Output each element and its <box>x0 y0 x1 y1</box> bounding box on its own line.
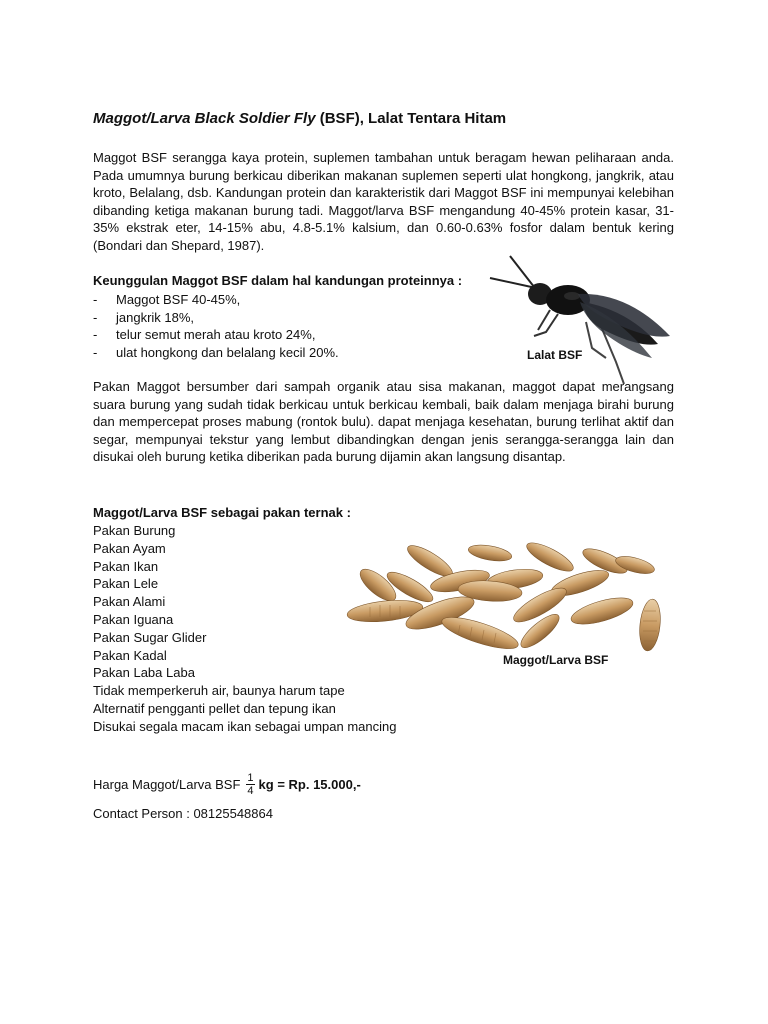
list-item: - ulat hongkong dan belalang kecil 20%. <box>93 344 339 360</box>
list-item: Pakan Kadal <box>93 647 167 663</box>
list-item: Pakan Ayam <box>93 540 166 556</box>
list-item: Tidak memperkeruh air, baunya harum tape <box>93 683 345 699</box>
price-value: kg = Rp. 15.000,- <box>258 777 361 792</box>
fraction-numerator: 1 <box>247 772 254 784</box>
fly-caption: Lalat BSF <box>527 348 583 362</box>
list-item: Alternatif pengganti pellet dan tepung ikan <box>93 700 336 716</box>
advantages-heading: Keunggulan Maggot BSF dalam hal kandungan proteinnya : <box>93 273 463 288</box>
maggot-larva-image <box>340 535 670 660</box>
maggot-caption: Maggot/Larva BSF <box>503 653 609 667</box>
title-rest: (BSF), Lalat Tentara Hitam <box>315 110 507 127</box>
bsf-fly-image <box>488 252 678 387</box>
price-fraction <box>246 772 254 797</box>
list-item: Pakan Sugar Glider <box>93 629 207 645</box>
list-item: Pakan Laba Laba <box>93 665 195 681</box>
intro-paragraph: Maggot BSF serangga kaya protein, suplemen tambahan untuk beragam hewan peliharaan anda. Pada umumnya burung berkicau diberikan makanan suplemen seperti ulat hongkong, jangkrik, atau kroto, Belalang, dsb. Kandungan protein dan karakteristik dari Maggot BSF ini mempunyai kelebihan dibanding ketiga makanan burung tadi. Maggot/larva BSF mengandung 40-45% protein kasar, 31-35% ekstrak eter, 14-15% abu, 4.8-5.1% kalsium, dan 0.60-0.63% fosfor dalam bentuk kering (Bondari dan Shepard, 1987). <box>93 150 674 253</box>
list-item: Pakan Ikan <box>93 558 159 574</box>
advantages-list <box>93 291 339 361</box>
list-item: Pakan Alami <box>93 594 166 610</box>
title-italic: Maggot/Larva Black Soldier Fly <box>93 110 316 127</box>
list-item: - telur semut merah atau kroto 24%, <box>93 327 316 343</box>
page-title <box>93 110 506 127</box>
list-item: - jangkrik 18%, <box>93 309 195 325</box>
list-item: Disukai segala macam ikan sebagai umpan mancing <box>93 718 397 734</box>
list-item: Pakan Lele <box>93 576 159 592</box>
fraction-denominator: 4 <box>247 785 254 797</box>
list-item: Pakan Iguana <box>93 611 174 627</box>
list-item: - Maggot BSF 40-45%, <box>93 292 241 307</box>
list-item: Pakan Burung <box>93 523 176 538</box>
uses-heading: Maggot/Larva BSF sebagai pakan ternak : <box>93 505 351 520</box>
contact-person: Contact Person : 08125548864 <box>93 806 273 821</box>
price-line <box>93 772 361 797</box>
feed-paragraph: Pakan Maggot bersumber dari sampah organik atau sisa makanan, maggot dapat merangsang suara burung yang sudah tidak berkicau untuk berkicau kembali, baik dalam menjaga birahi burung dan mempercepat proses mabung (rontok bulu). dapat menjaga kesehatan, burung terlihat aktif dan segar, mempunyai tekstur yang lembut dibandingkan dengan jenis serangga-serangga lain dan disukai oleh burung ketika diberikan pada burung dijamin akan langsung disantap. <box>93 379 674 465</box>
price-label: Harga Maggot/Larva BSF <box>93 777 241 792</box>
